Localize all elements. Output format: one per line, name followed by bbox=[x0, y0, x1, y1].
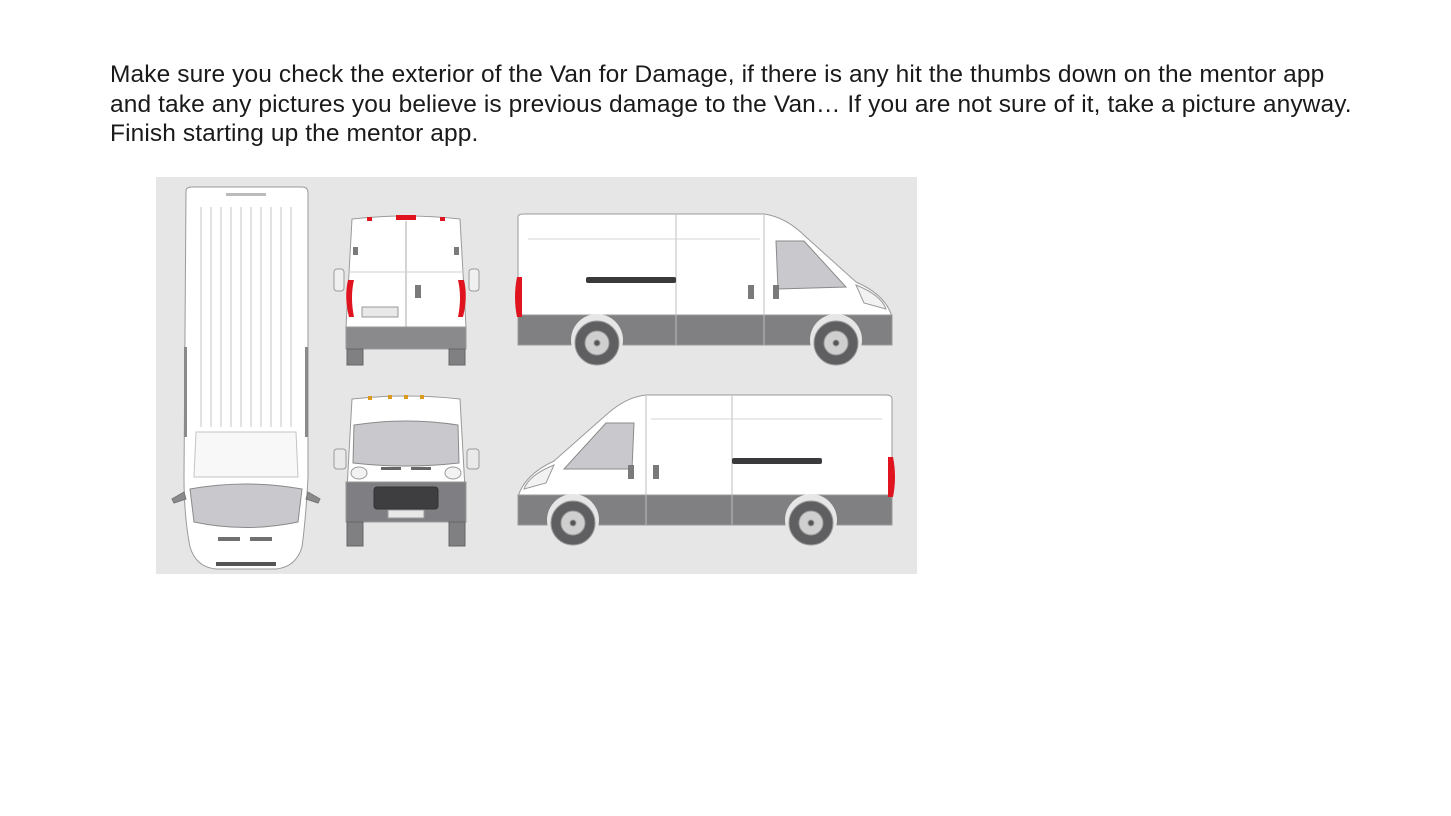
van-views-figure bbox=[156, 177, 917, 574]
instruction-line-1: Make sure you check the exterior of the Van for Damage, if there is any hit the thumbs down on the mentor app bbox=[110, 61, 1325, 88]
van-front-view bbox=[334, 395, 479, 546]
left-side-rear-wheel bbox=[785, 494, 837, 546]
instruction-line-3: Finish starting up the mentor app. bbox=[110, 120, 479, 148]
right-side-front-wheel bbox=[810, 314, 862, 366]
right-side-rear-wheel bbox=[571, 314, 623, 366]
instruction-text bbox=[110, 60, 1360, 149]
van-views-illustration bbox=[156, 177, 917, 574]
instruction-line-2: and take any pictures you believe is previous damage to the Van… If you are not sure of it, take a picture anyway. bbox=[110, 90, 1352, 118]
van-left-side-view bbox=[518, 395, 895, 546]
left-side-front-wheel bbox=[547, 494, 599, 546]
van-rear-view bbox=[334, 215, 479, 365]
van-right-side-view bbox=[515, 214, 892, 366]
van-top-view bbox=[172, 187, 320, 569]
